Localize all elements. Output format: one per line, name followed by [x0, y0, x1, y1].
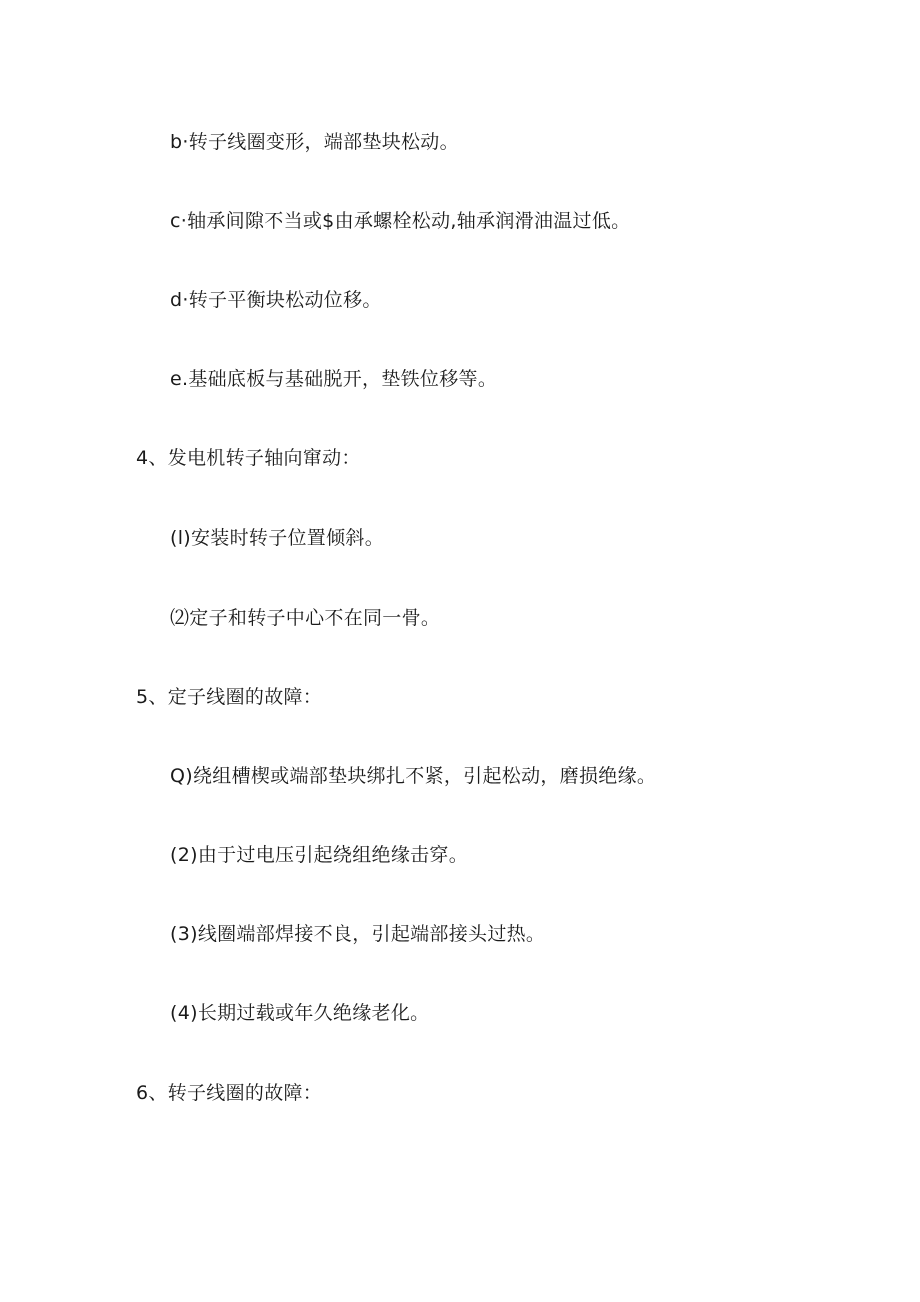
section-heading-4: 4、发电机转子轴向窜动： — [136, 447, 361, 469]
section-heading-5: 5、定子线圈的故障： — [136, 686, 323, 708]
list-item-4-2: ⑵定子和转子中心不在同一骨。 — [170, 607, 441, 629]
section-heading-6: 6、转子线圈的故障： — [136, 1082, 323, 1104]
list-item-5-3: (3)线圈端部焊接不良，引起端部接头过热。 — [170, 923, 546, 945]
list-item-d: d·转子平衡块松动位移。 — [170, 289, 382, 311]
list-item-4-1: (l)安装时转子位置倾斜。 — [170, 527, 385, 549]
list-item-b: b·转子线圈变形，端部垫块松动。 — [170, 131, 459, 153]
list-item-c: c·轴承间隙不当或$由承螺栓松动,轴承润滑油温过低。 — [170, 210, 631, 232]
list-item-5-2: (2)由于过电压引起绕组绝缘击穿。 — [170, 844, 469, 866]
list-item-5-1: Q)绕组槽楔或端部垫块绑扎不紧，引起松动，磨损绝缘。 — [170, 765, 657, 787]
list-item-5-4: (4)长期过载或年久绝缘老化。 — [170, 1002, 430, 1024]
list-item-e: e.基础底板与基础脱开，垫铁位移等。 — [170, 368, 498, 390]
